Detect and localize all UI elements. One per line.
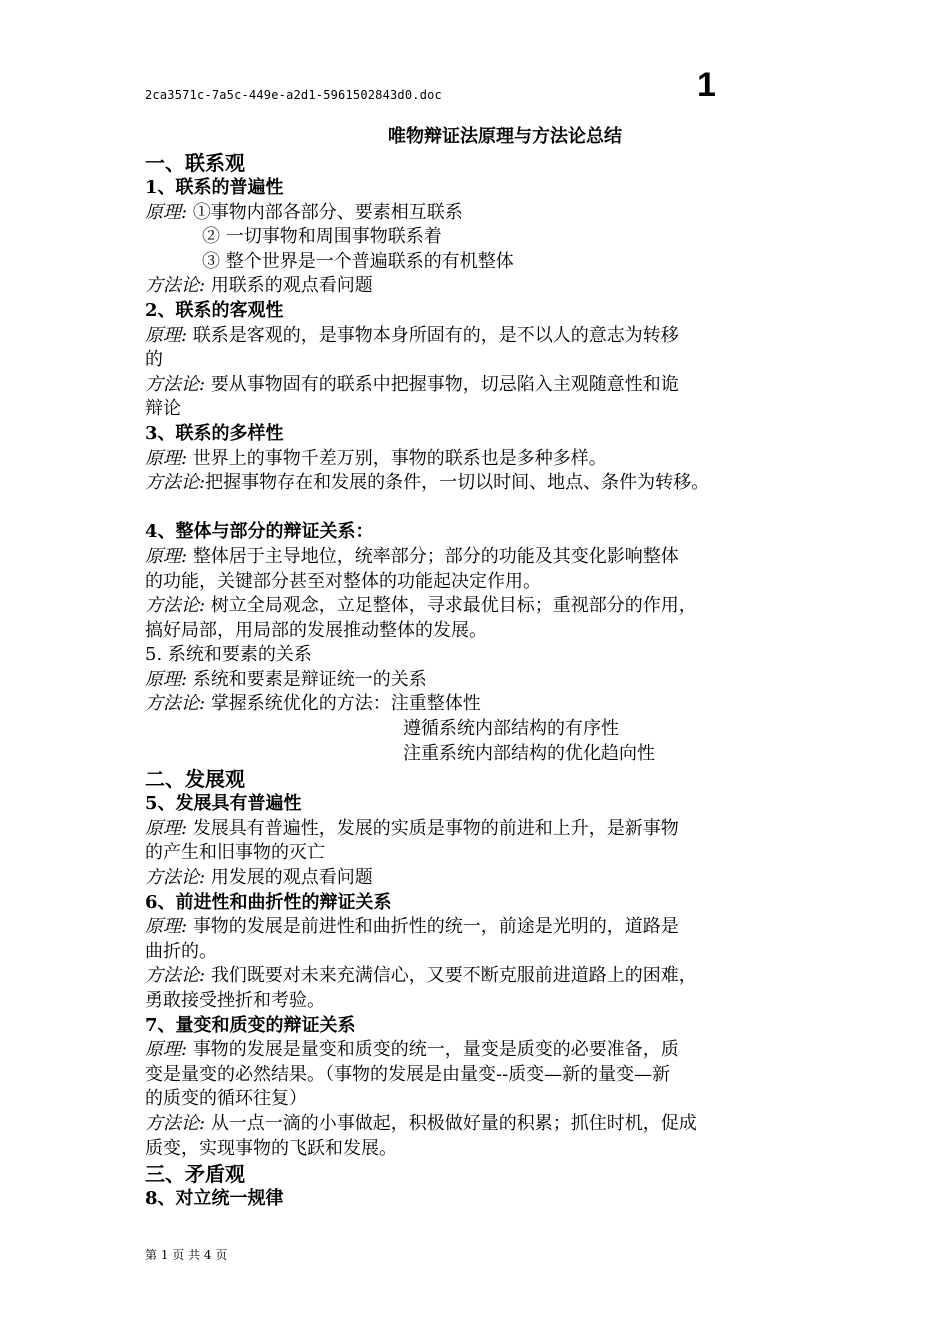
principle-text: 事物的发展是前进性和曲折性的统一，前途是光明的，道路是	[192, 916, 679, 938]
principle-line	[145, 201, 825, 226]
method-label: 方法论:	[145, 693, 206, 715]
principle-line: 曲折的。	[145, 940, 217, 962]
method-line	[145, 471, 825, 496]
method-label: 方法论:	[145, 373, 206, 395]
principle-line: 的质变的循环往复）	[145, 1088, 307, 1110]
method-line	[145, 964, 825, 989]
principle-line	[145, 915, 825, 940]
principle-text: 发展具有普遍性，发展的实质是事物的前进和上升，是新事物	[192, 817, 679, 839]
principle-text: 整体居于主导地位，统率部分；部分的功能及其变化影响整体	[192, 545, 679, 567]
principle-label: 原理:	[145, 1039, 188, 1061]
method-text: 我们既要对未来充满信心，又要不断克服前进道路上的困难，	[210, 965, 697, 987]
method-label: 方法论:	[145, 1112, 206, 1134]
method-label: 方法论:	[145, 965, 206, 987]
principle-line	[145, 324, 825, 349]
method-line	[145, 866, 825, 891]
item-heading: 6、前进性和曲折性的辩证关系	[145, 891, 392, 913]
principle-line: 的	[145, 349, 163, 371]
principle-line	[145, 1038, 825, 1063]
method-text: 把握事物存在和发展的条件，一切以时间、地点、条件为转移。	[205, 472, 710, 494]
method-line	[145, 692, 825, 717]
principle-text: 事物的发展是量变和质变的统一，量变是质变的必要准备，质	[192, 1039, 679, 1061]
method-line: 注重系统内部结构的优化趋向性	[403, 742, 655, 764]
method-text: 用发展的观点看问题	[210, 867, 373, 889]
document-title: 唯物辩证法原理与方法论总结	[388, 126, 622, 147]
page-footer: 第 1 页 共 4 页	[145, 1248, 228, 1262]
section-heading-3: 三、矛盾观	[145, 1162, 245, 1187]
method-line	[145, 594, 825, 619]
principle-line: 变是量变的必然结果。（事物的发展是由量变--质变—新的量变—新	[145, 1063, 671, 1085]
principle-text: ①事物内部各部分、要素相互联系	[192, 201, 463, 223]
principle-line	[145, 545, 825, 570]
principle-label: 原理:	[145, 916, 188, 938]
principle-line	[145, 817, 825, 842]
principle-line: ③ 整个世界是一个普遍联系的有机整体	[202, 250, 514, 272]
document-body	[145, 124, 825, 1212]
item-heading: 7、量变和质变的辩证关系	[145, 1014, 356, 1036]
item-heading: 3、联系的多样性	[145, 422, 284, 444]
method-line	[145, 373, 825, 398]
method-text: 树立全局观念，立足整体，寻求最优目标；重视部分的作用，	[210, 595, 697, 617]
header-page-number: 1	[697, 66, 716, 104]
section-heading-1: 一、联系观	[145, 151, 245, 175]
principle-line: 的产生和旧事物的灭亡	[145, 842, 325, 864]
principle-line: 的功能，关键部分甚至对整体的功能起决定作用。	[145, 570, 541, 592]
principle-label: 原理:	[145, 324, 188, 346]
item-heading: 5、发展具有普遍性	[145, 793, 302, 815]
principle-label: 原理:	[145, 447, 188, 469]
principle-line	[145, 447, 825, 472]
principle-text: 世界上的事物千差万别，事物的联系也是多种多样。	[192, 447, 607, 469]
method-text: 要从事物固有的联系中把握事物，切忌陷入主观随意性和诡	[210, 373, 679, 395]
item-heading: 4、整体与部分的辩证关系：	[145, 521, 374, 543]
method-label: 方法论:	[145, 472, 206, 494]
method-line: 勇敢接受挫折和考验。	[145, 990, 325, 1011]
principle-label: 原理:	[145, 545, 188, 567]
item-heading: 1、联系的普遍性	[145, 177, 284, 198]
blank-line	[145, 496, 825, 521]
method-text: 从一点一滴的小事做起，积极做好量的积累；抓住时机，促成	[210, 1112, 697, 1134]
principle-text: 系统和要素是辩证统一的关系	[192, 668, 427, 690]
method-label: 方法论:	[145, 275, 206, 297]
principle-line	[145, 668, 825, 693]
method-label: 方法论:	[145, 595, 206, 617]
method-text: 掌握系统优化的方法：注重整体性	[210, 693, 481, 715]
method-line	[145, 1112, 825, 1137]
item-heading: 8、对立统一规律	[145, 1188, 284, 1210]
principle-text: 联系是客观的，是事物本身所固有的，是不以人的意志为转移	[192, 324, 679, 346]
method-text: 用联系的观点看问题	[210, 275, 373, 297]
method-line	[145, 274, 825, 299]
method-line: 辩论	[145, 398, 181, 420]
item-heading: 2、联系的客观性	[145, 299, 284, 321]
method-line: 遵循系统内部结构的有序性	[403, 718, 619, 740]
principle-line: ② 一切事物和周围事物联系着	[202, 226, 442, 248]
principle-label: 原理:	[145, 817, 188, 839]
document-filename: 2ca3571c-7a5c-449e-a2d1-5961502843d0.doc	[145, 88, 442, 102]
item-heading: 5. 系统和要素的关系	[145, 644, 312, 666]
principle-label: 原理:	[145, 201, 188, 223]
method-line: 质变，实现事物的飞跃和发展。	[145, 1137, 397, 1159]
principle-label: 原理:	[145, 668, 188, 690]
method-label: 方法论:	[145, 867, 206, 889]
method-line: 搞好局部，用局部的发展推动整体的发展。	[145, 619, 487, 641]
section-heading-2: 二、发展观	[145, 767, 245, 792]
